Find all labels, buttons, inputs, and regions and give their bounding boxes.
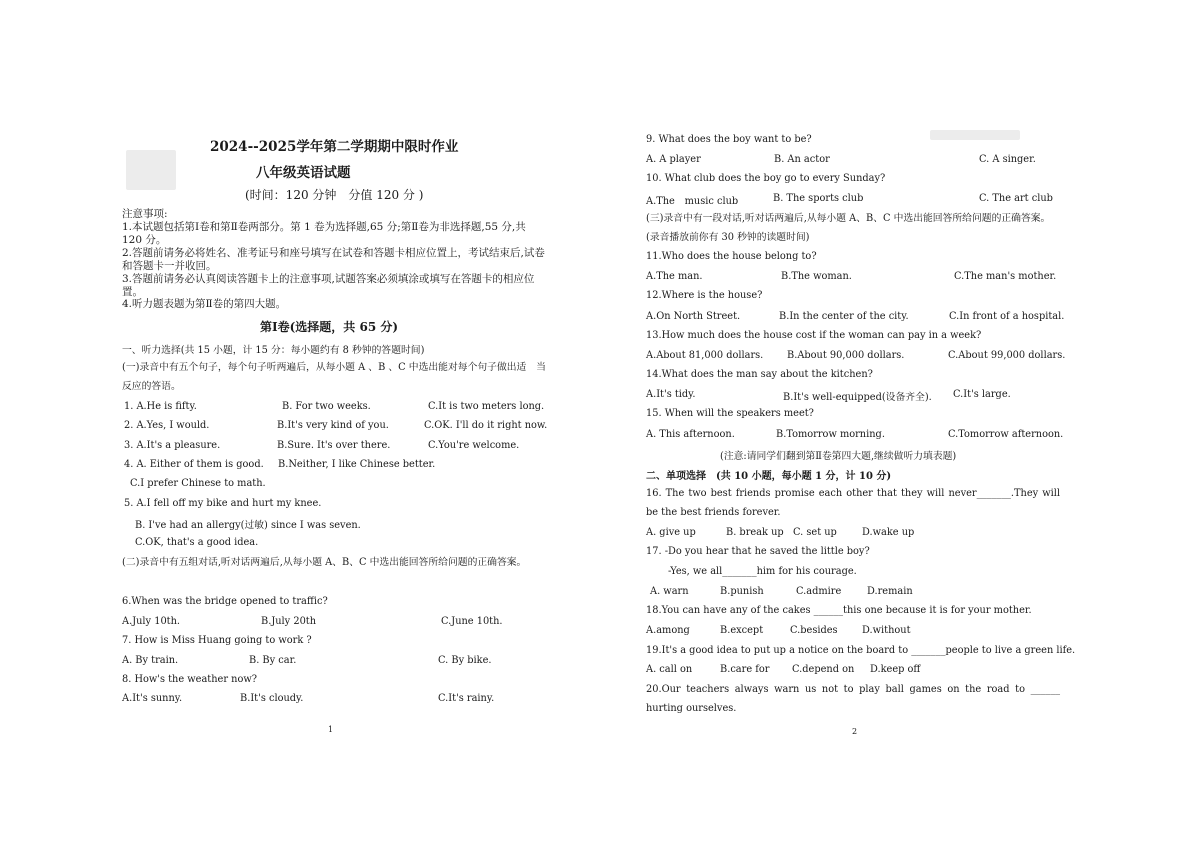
section2-heading: 二、单项选择 (共 10 小题，每小题 1 分，计 10 分) xyxy=(646,471,892,482)
q10-option-b: B. The sports club xyxy=(773,193,864,204)
q7-option-b: B. By car. xyxy=(249,655,297,666)
q1-option-b: B. For two weeks. xyxy=(282,401,371,412)
listening-notice: (注意:请同学们翻到第Ⅱ卷第四大题,继续做听力填表题) xyxy=(720,451,957,462)
q8-option-c: C.It's rainy. xyxy=(438,693,495,704)
q8-option-b: B.It's cloudy. xyxy=(240,693,304,704)
q18-option-b: B.except xyxy=(720,625,764,636)
part1-title: 第Ⅰ卷(选择题，共 65 分) xyxy=(260,320,399,334)
q12-option-a: A.On North Street. xyxy=(646,311,741,322)
q15-stem: 15. When will the speakers meet? xyxy=(646,408,814,419)
listening-heading: 一、听力选择(共 15 小题，计 15 分：每小题约有 8 秒钟的答题时间) xyxy=(122,345,425,356)
q13-option-a: A.About 81,000 dollars. xyxy=(646,350,764,361)
q18-option-a: A.among xyxy=(646,625,690,636)
q8-stem: 8. How's the weather now? xyxy=(122,674,257,685)
note-4: 4.听力题表题为第Ⅱ卷的第四大题。 xyxy=(122,298,287,310)
q19-option-c: C.depend on xyxy=(792,664,855,675)
time-score: (时间：120 分钟 分值 120 分 ) xyxy=(245,188,424,202)
q17-option-a: A. warn xyxy=(650,586,689,597)
page-2 xyxy=(646,0,1076,849)
q18-option-d: D.without xyxy=(862,625,911,636)
notes-heading: 注意事项: xyxy=(122,208,168,220)
q11-option-b: B.The woman. xyxy=(781,271,852,282)
q17-stem-1: 17. -Do you hear that he saved the little boy? xyxy=(646,546,870,557)
q16-option-b: B. break up xyxy=(726,527,784,538)
q7-option-a: A. By train. xyxy=(122,655,179,666)
q17-option-b: B.punish xyxy=(720,586,764,597)
q6-option-a: A.July 10th. xyxy=(122,616,181,627)
q5-option-b: B. I've had an allergy(过敏) since I was seven. xyxy=(135,520,361,531)
q16-option-d: D.wake up xyxy=(862,527,915,538)
q19-option-b: B.care for xyxy=(720,664,770,675)
q13-stem: 13.How much does the house cost if the woman can pay in a week? xyxy=(646,330,982,341)
q16-option-a: A. give up xyxy=(646,527,696,538)
q20-stem: 20.Our teachers always warn us not to play ball games on the road to ______ hurting ourselves. xyxy=(646,684,1060,714)
sub1-instruction: (一)录音中有五个句子，每个句子听两遍后，从每小题 A 、B 、C 中选出能对每个句子做出适 当反应的答语。 xyxy=(122,362,546,392)
q17-stem-2: -Yes, we all_______him for his courage. xyxy=(668,566,857,577)
q12-option-c: C.In front of a hospital. xyxy=(949,311,1065,322)
q13-option-c: C.About 99,000 dollars. xyxy=(948,350,1066,361)
q3-option-a: 3. A.It's a pleasure. xyxy=(124,440,221,451)
q15-option-c: C.Tomorrow afternoon. xyxy=(948,429,1064,440)
q4-option-a: 4. A. Either of them is good. xyxy=(124,459,264,470)
q11-stem: 11.Who does the house belong to? xyxy=(646,251,817,262)
q6-stem: 6.When was the bridge opened to traffic? xyxy=(122,596,328,607)
q9-option-a: A. A player xyxy=(646,154,701,165)
q18-stem: 18.You can have any of the cakes ______this one because it is for your mother. xyxy=(646,605,1032,616)
q9-stem: 9. What does the boy want to be? xyxy=(646,134,812,145)
q9-option-b: B. An actor xyxy=(774,154,830,165)
q6-option-c: C.June 10th. xyxy=(441,616,503,627)
q18-option-c: C.besides xyxy=(790,625,838,636)
q7-stem: 7. How is Miss Huang going to work ? xyxy=(122,635,312,646)
q15-option-b: B.Tomorrow morning. xyxy=(776,429,885,440)
q2-option-b: B.It's very kind of you. xyxy=(277,420,389,431)
page-number: 1 xyxy=(328,725,334,734)
q13-option-b: B.About 90,000 dollars. xyxy=(787,350,905,361)
q12-option-b: B.In the center of the city. xyxy=(779,311,909,322)
q1-option-c: C.It is two meters long. xyxy=(428,401,545,412)
q7-option-c: C. By bike. xyxy=(438,655,492,666)
exam-title: 2024--2025学年第二学期期中限时作业 xyxy=(210,139,459,155)
q3-option-b: B.Sure. It's over there. xyxy=(277,440,391,451)
q3-option-c: C.You're welcome. xyxy=(428,440,520,451)
q14-option-a: A.It's tidy. xyxy=(646,389,696,400)
note-1: 1.本试题包括第Ⅰ卷和第Ⅱ卷两部分。第 1 卷为选择题,65 分;第Ⅱ卷为非选择题,55 分,共 120 分。 xyxy=(122,221,526,246)
note-2: 2.答题前请务必将姓名、准考证号和座号填写在试卷和答题卡相应位置上，考试结束后,试卷和答题卡一并收回。 xyxy=(122,247,545,272)
q19-option-d: D.keep off xyxy=(870,664,921,675)
q4-option-c: C.I prefer Chinese to math. xyxy=(130,478,266,489)
exam-subtitle: 八年级英语试题 xyxy=(256,165,351,181)
q10-stem: 10. What club does the boy go to every Sunday? xyxy=(646,173,886,184)
q1-option-a: 1. A.He is fifty. xyxy=(124,401,197,412)
q5-option-c: C.OK, that's a good idea. xyxy=(135,537,259,548)
q10-option-a: A.The music club xyxy=(646,196,739,207)
q5-option-a: 5. A.I fell off my bike and hurt my knee. xyxy=(124,498,322,509)
q14-stem: 14.What does the man say about the kitchen? xyxy=(646,369,873,380)
q12-stem: 12.Where is the house? xyxy=(646,290,763,301)
q16-stem: 16. The two best friends promise each other that they will never_______.They will be the best friends forever. xyxy=(646,488,1060,518)
q8-option-a: A.It's sunny. xyxy=(122,693,183,704)
q17-option-d: D.remain xyxy=(867,586,913,597)
note-3: 3.答题前请务必认真阅读答题卡上的注意事项,试题答案必须填涂或填写在答题卡的相应位置。 xyxy=(122,273,535,298)
q2-option-a: 2. A.Yes, I would. xyxy=(124,420,210,431)
q16-option-c: C. set up xyxy=(793,527,837,538)
q2-option-c: C.OK. I'll do it right now. xyxy=(424,420,548,431)
sub3-instruction: (三)录音中有一段对话,听对话两遍后,从每小题 A、B、C 中选出能回答所给问题的正确答案。(录音播放前你有 30 秒钟的读题时间) xyxy=(646,213,1051,243)
q15-option-a: A. This afternoon. xyxy=(646,429,735,440)
sub2-instruction: (二)录音中有五组对话,听对话两遍后,从每小题 A、B、C 中选出能回答所给问题的正确答案。 xyxy=(122,557,527,568)
page-number: 2 xyxy=(852,727,858,736)
q4-option-b: B.Neither, I like Chinese better. xyxy=(278,459,436,470)
q19-option-a: A. call on xyxy=(646,664,693,675)
q9-option-c: C. A singer. xyxy=(979,154,1036,165)
q11-option-a: A.The man. xyxy=(646,271,703,282)
q14-option-b: B.It's well-equipped(设备齐全). xyxy=(783,392,932,403)
q10-option-c: C. The art club xyxy=(979,193,1053,204)
q19-stem: 19.It's a good idea to put up a notice on the board to _______people to live a green life. xyxy=(646,645,1076,656)
q14-option-c: C.It's large. xyxy=(953,389,1011,400)
q11-option-c: C.The man's mother. xyxy=(954,271,1057,282)
q6-option-b: B.July 20th xyxy=(261,616,317,627)
q17-option-c: C.admire xyxy=(796,586,842,597)
page-1 xyxy=(122,0,550,849)
